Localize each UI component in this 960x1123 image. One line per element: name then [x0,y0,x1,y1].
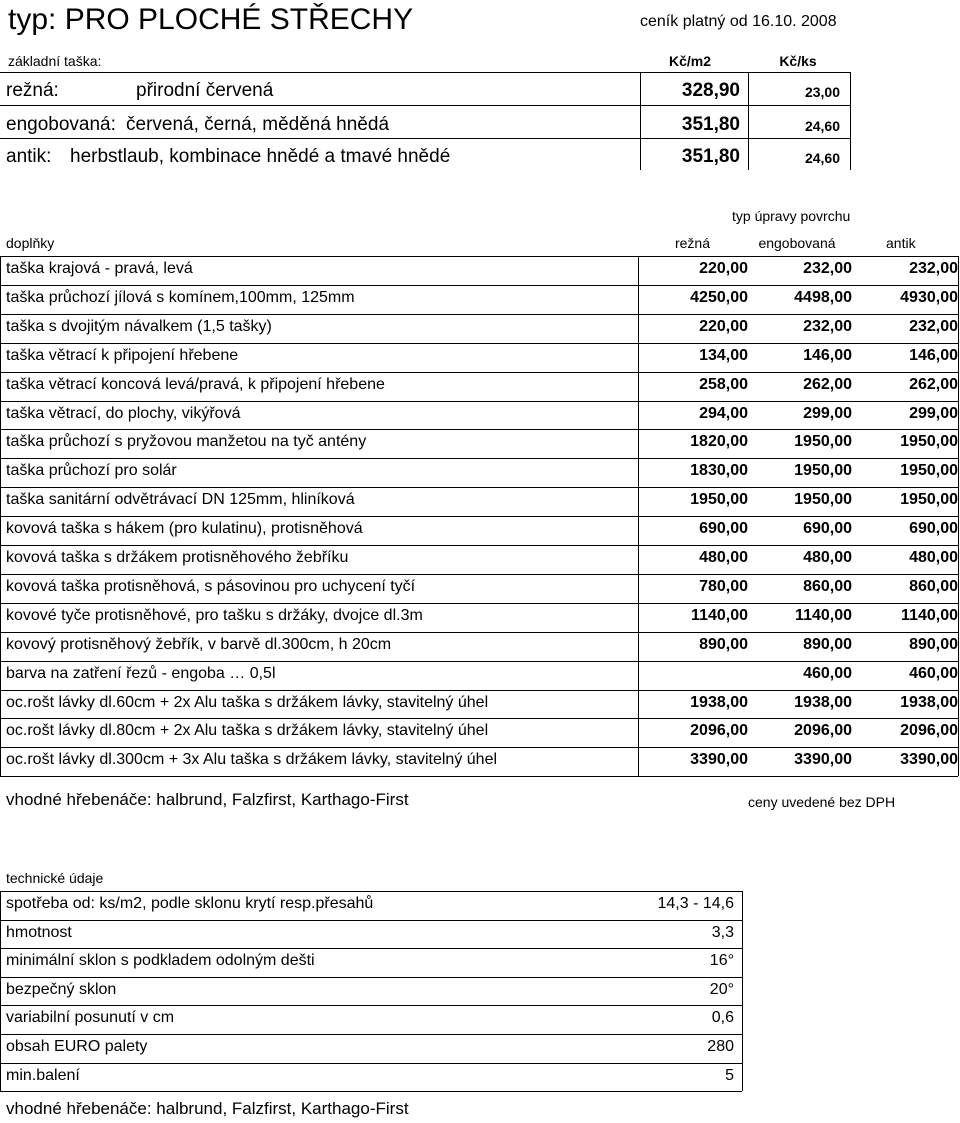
tech-row [0,1034,960,1063]
accessory-row [0,429,960,458]
tech-name: variabilní posunutí v cm [6,1009,175,1026]
accessory-name: oc.rošt lávky dl.60cm + 2x Alu taška s držákem lávky, stavitelný úhel [6,694,489,711]
accessory-price-antik: 1950,00 [900,491,958,508]
accessory-price-rezna: 1830,00 [690,462,748,479]
tile-type: režná: [6,80,59,101]
tech-name: min.balení [6,1067,80,1084]
ridge-tiles-note: vhodné hřebenáče: halbrund, Falzfirst, Karthago-First [6,790,409,809]
accessory-price-engobovana: 2096,00 [794,722,852,739]
accessory-name: taška průchozí pro solár [6,462,177,479]
accessory-row [0,343,960,372]
accessory-name: kovová taška protisněhová, s pásovinou pro uchycení tyčí [6,578,416,595]
accessory-price-rezna: 2096,00 [690,722,748,739]
accessory-price-antik: 690,00 [909,520,958,537]
tech-value: 5 [725,1067,734,1084]
tech-value: 20° [709,981,734,998]
tile-price-ks: 24,60 [804,150,840,166]
accessory-price-rezna: 1140,00 [691,607,748,624]
tech-data-label: technické údaje [6,870,104,886]
accessory-row [0,314,960,343]
accessory-price-rezna: 1950,00 [690,491,748,508]
tech-row [0,977,960,1006]
accessory-price-engobovana: 860,00 [803,578,852,595]
accessory-price-rezna: 480,00 [699,549,748,566]
accessory-price-antik: 460,00 [909,665,958,682]
accessory-price-engobovana: 480,00 [803,549,852,566]
accessory-row [0,661,960,690]
tile-price-ks: 23,00 [804,84,840,100]
accessory-name: kovová taška s hákem (pro kulatinu), protisněhová [6,520,363,537]
accessory-row [0,372,960,401]
tile-price-m2: 351,80 [681,146,740,167]
bottom-ridge-note: vhodné hřebenáče: halbrund, Falzfirst, Karthago-First [6,1099,409,1118]
col-kc-m2: Kč/m2 [668,53,712,69]
accessory-price-engobovana: 690,00 [803,520,852,537]
accessory-price-engobovana: 1950,00 [794,491,852,508]
accessory-price-engobovana: 3390,00 [794,751,852,768]
accessory-price-antik: 146,00 [909,347,958,364]
accessory-price-engobovana: 1950,00 [794,462,852,479]
accessory-price-rezna: 1938,00 [690,694,748,711]
tile-color: přirodní červená [136,80,274,101]
accessory-name: taška průchozí s pryžovou manžetou na tyč antény [6,433,367,450]
accessory-row [0,516,960,545]
accessory-price-engobovana: 299,00 [803,405,852,422]
accessory-row [0,401,960,430]
tech-value: 280 [707,1038,734,1055]
accessory-name: barva na zatření řezů - engoba … 0,5l [6,665,276,682]
price-validity: ceník platný od 16.10. 2008 [640,13,837,30]
accessory-price-engobovana: 1938,00 [794,694,852,711]
tile-price-ks: 24,60 [804,118,840,134]
tech-name: spotřeba od: ks/m2, podle sklonu krytí resp.přesahů [6,895,374,912]
accessories-label: doplňky [6,235,55,251]
accessory-price-rezna: 4250,00 [690,289,748,306]
accessory-name: taška sanitární odvětrávací DN 125mm, hliníková [6,491,355,508]
tech-row [0,920,960,949]
surface-type-header: typ úpravy povrchu [732,208,851,224]
base-tiles-label: základní taška: [8,53,102,69]
accessory-price-engobovana: 460,00 [803,665,852,682]
tile-color: herbstlaub, kombinace hnědé a tmavé hnědé [70,146,451,167]
accessory-price-rezna: 294,00 [699,405,748,422]
tech-row [0,891,960,920]
accessory-price-rezna: 780,00 [699,578,748,595]
accessory-name: taška průchozí jílová s komínem,100mm, 125mm [6,289,355,306]
accessory-row [0,690,960,719]
accessory-price-antik: 480,00 [909,549,958,566]
accessory-row [0,285,960,314]
accessory-price-engobovana: 1140,00 [795,607,852,624]
accessory-price-rezna: 258,00 [699,376,748,393]
col-engobovana: engobovaná [758,235,836,251]
tile-price-m2: 351,80 [681,114,740,135]
accessory-name: oc.rošt lávky dl.80cm + 2x Alu taška s držákem lávky, stavitelný úhel [6,722,489,739]
col-antik: antik [886,235,916,251]
tech-name: hmotnost [6,924,72,941]
accessory-price-antik: 2096,00 [900,722,958,739]
accessory-name: taška větrací koncová levá/pravá, k připojení hřebene [6,376,385,393]
accessory-row [0,632,960,661]
accessory-price-engobovana: 4498,00 [794,289,852,306]
accessory-name: kovové tyče protisněhové, pro tašku s držáky, dvojce dl.3m [6,607,423,624]
accessory-name: taška větrací, do plochy, vikýřová [6,405,241,422]
accessory-name: oc.rošt lávky dl.300cm + 3x Alu taška s držákem lávky, stavitelný úhel [6,751,498,768]
accessory-price-antik: 4930,00 [900,289,958,306]
accessory-price-rezna: 890,00 [699,636,748,653]
accessory-price-antik: 3390,00 [900,751,958,768]
accessory-row [0,458,960,487]
accessory-row [0,574,960,603]
accessory-name: taška větrací k připojení hřebene [6,347,239,364]
accessory-price-antik: 1140,00 [901,607,958,624]
accessory-name: kovový protisněhový žebřík, v barvě dl.300cm, h 20cm [6,636,392,653]
page-title: typ: PRO PLOCHÉ STŘECHY [8,3,414,36]
accessory-price-rezna: 134,00 [699,347,748,364]
accessory-price-engobovana: 1950,00 [794,433,852,450]
accessory-price-engobovana: 232,00 [803,318,852,335]
accessory-row [0,718,960,747]
tile-type: engobovaná: [6,114,116,135]
accessory-price-rezna: 3390,00 [690,751,748,768]
accessory-price-engobovana: 890,00 [803,636,852,653]
col-rezna: režná [674,235,710,251]
tech-row [0,1005,960,1034]
accessory-row [0,256,960,285]
accessory-row [0,747,960,776]
accessory-price-antik: 890,00 [909,636,958,653]
accessory-price-antik: 1950,00 [900,433,958,450]
accessory-price-engobovana: 232,00 [803,260,852,277]
accessory-price-engobovana: 262,00 [803,376,852,393]
accessory-row [0,603,960,632]
vat-note: ceny uvedené bez DPH [748,794,896,810]
accessory-price-engobovana: 146,00 [803,347,852,364]
accessory-price-antik: 299,00 [909,405,958,422]
accessory-name: kovová taška s držákem protisněhového žebříku [6,549,349,566]
accessory-price-antik: 262,00 [909,376,958,393]
accessory-price-antik: 232,00 [909,260,958,277]
accessory-price-antik: 860,00 [909,578,958,595]
tile-price-m2: 328,90 [681,80,740,101]
tech-row [0,1063,960,1092]
accessory-price-antik: 1950,00 [900,462,958,479]
tech-value: 14,3 - 14,6 [657,895,734,912]
tech-name: minimální sklon s podkladem odolným dešti [6,952,315,969]
accessory-price-rezna: 690,00 [699,520,748,537]
tech-name: obsah EURO palety [6,1038,148,1055]
accessory-price-antik: 1938,00 [900,694,958,711]
tile-color: červená, černá, měděná hnědá [126,114,390,135]
tile-type: antik: [6,146,52,167]
accessory-price-rezna: 220,00 [699,260,748,277]
tech-row [0,948,960,977]
tech-value: 0,6 [711,1009,734,1026]
accessory-row [0,487,960,516]
accessory-price-rezna: 220,00 [699,318,748,335]
accessory-name: taška krajová - pravá, levá [6,260,193,277]
tech-value: 3,3 [711,924,734,941]
accessory-name: taška s dvojitým návalkem (1,5 tašky) [6,318,272,335]
tech-value: 16° [709,952,734,969]
col-kc-ks: Kč/ks [779,53,817,69]
accessory-price-rezna: 1820,00 [690,433,748,450]
tech-name: bezpečný sklon [6,981,117,998]
accessory-price-antik: 232,00 [909,318,958,335]
accessory-row [0,545,960,574]
